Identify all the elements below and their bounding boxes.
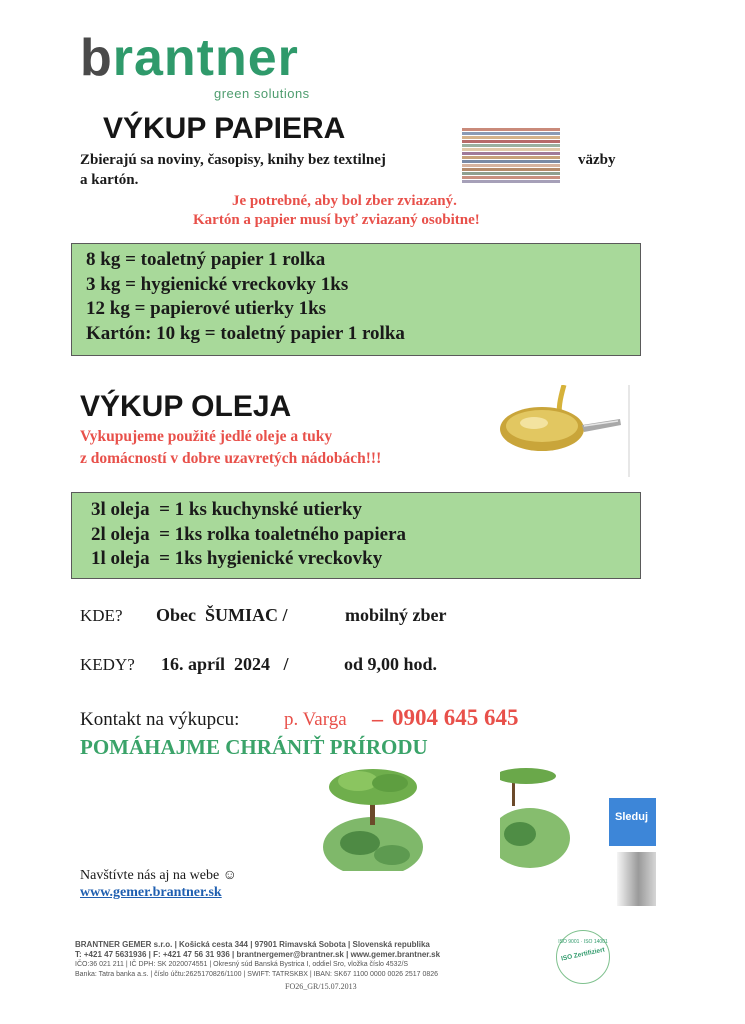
paper-rate-3: 12 kg = papierové utierky 1ks xyxy=(86,298,327,319)
paper-note-line2: Kartón a papier musí byť zviazaný osobitne! xyxy=(193,212,480,228)
paper-rate-1: 8 kg = toaletný papier 1 rolka xyxy=(86,249,326,270)
tree-globe-image xyxy=(318,765,428,871)
when-time: od 9,00 hod. xyxy=(344,654,438,674)
paper-stack-image xyxy=(462,128,560,184)
logo-text: rantner xyxy=(112,29,299,87)
logo-prefix: b xyxy=(80,29,113,87)
oil-title: VÝKUP OLEJA xyxy=(80,390,292,423)
when-label: KEDY? xyxy=(80,655,135,674)
where-label: KDE? xyxy=(80,606,123,625)
footer-line2: T: +421 47 5631936 | F: +421 47 56 31 936 | brantnergemer@brantner.sk | www.gemer.brantner.sk xyxy=(75,950,441,959)
oil-rates-box xyxy=(71,492,641,579)
where-place: Obec ŠUMIAC / xyxy=(156,605,288,625)
oil-rate-3: 1l oleja = 1ks hygienické vreckovky xyxy=(91,548,383,569)
footer-code: FO26_GR/15.07.2013 xyxy=(285,982,357,991)
tree-globe-image-2 xyxy=(500,768,570,868)
iso-badge-label: ISO Zertifiziert xyxy=(560,946,606,963)
slogan: POMÁHAJME CHRÁNIŤ PRÍRODU xyxy=(80,735,428,759)
logo-subtitle: green solutions xyxy=(214,86,310,101)
brantner-logo xyxy=(80,29,299,87)
contact-label: Kontakt na výkupcu: xyxy=(80,709,240,730)
contact-dash: – xyxy=(372,706,383,731)
paper-rates-box xyxy=(71,243,641,356)
oil-note-line2: z domácností v dobre uzavretých nádobách!!! xyxy=(80,450,382,467)
paper-title: VÝKUP PAPIERA xyxy=(103,112,346,145)
web-text: Navštívte nás aj na webe ☺ xyxy=(80,868,237,883)
oil-spoon-image xyxy=(494,385,630,477)
paper-rate-4: Kartón: 10 kg = toaletný papier 1 rolka xyxy=(86,322,405,344)
iso-badge-top: ISO 9001 · ISO 14001 xyxy=(558,939,608,945)
paper-desc-line2: a kartón. xyxy=(80,172,139,188)
paper-note-line1: Je potrebné, aby bol zber zviazaný. xyxy=(232,193,457,209)
contact-name: p. Varga xyxy=(284,709,347,730)
when-date: 16. apríl 2024 / xyxy=(161,654,289,674)
paper-desc-word: väzby xyxy=(578,152,616,168)
web-link[interactable]: www.gemer.brantner.sk xyxy=(80,885,222,900)
side-gray-block xyxy=(617,852,656,906)
oil-rate-2: 2l oleja = 1ks rolka toaletného papiera xyxy=(91,523,407,545)
footer-line4: Banka: Tatra banka a.s. | číslo účtu:2625170826/1100 | SWIFT: TATRSKBX | IBAN: SK67 1100 0000 0026 2517 0826 xyxy=(75,971,439,978)
paper-rate-2: 3 kg = hygienické vreckovky 1ks xyxy=(86,273,349,295)
paper-desc-line1: Zbierajú sa noviny, časopisy, knihy bez textilnej xyxy=(80,152,386,168)
follow-tab[interactable]: Sleduj xyxy=(609,798,656,846)
oil-rate-1: 3l oleja = 1 ks kuchynské utierky xyxy=(91,499,363,520)
where-mode: mobilný zber xyxy=(345,605,447,625)
footer-line1: BRANTNER GEMER s.r.o. | Košická cesta 344 | 97901 Rimavská Sobota | Slovenská republika xyxy=(75,940,430,949)
oil-note-line1: Vykupujeme použité jedlé oleje a tuky xyxy=(80,428,333,445)
footer-line3: IČO:36 021 211 | IČ DPH: SK 2020074551 | Okresný súd Banská Bystrica I, oddiel Sro, vložka číslo 4532/S xyxy=(75,961,409,968)
iso-badge xyxy=(556,930,610,984)
footer xyxy=(75,940,440,980)
contact-phone[interactable]: 0904 645 645 xyxy=(392,705,519,730)
